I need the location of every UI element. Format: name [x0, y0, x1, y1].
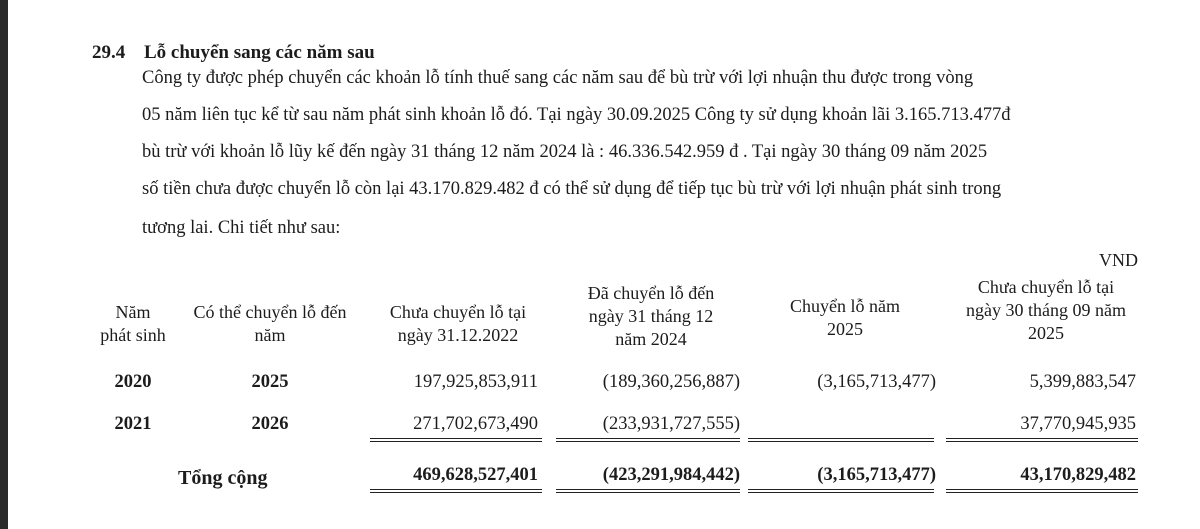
total-rule-used-2025 — [748, 492, 934, 493]
row-2020-remaining: 5,399,883,547 — [1029, 372, 1136, 392]
total-used-2024: (423,291,984,442) — [602, 465, 740, 485]
row-2021-used-2024: (233,931,727,555) — [602, 414, 740, 434]
row-2020-unused-2022: 197,925,853,911 — [413, 372, 538, 392]
rule-unused-2022 — [370, 438, 542, 439]
total-used-2025: (3,165,713,477) — [817, 465, 936, 485]
paragraph-line: Công ty được phép chuyển các khoản lỗ tính thuế sang các năm sau để bù trừ với lợi nhuận thu được trong vòng — [142, 68, 974, 88]
header-used-2025: Chuyển lỗ năm 2025 — [790, 296, 900, 339]
row-2020-used-2025: (3,165,713,477) — [817, 372, 936, 392]
section-title: Lỗ chuyển sang các năm sau — [144, 42, 375, 63]
currency-unit: VND — [1099, 250, 1138, 270]
rule-remaining — [946, 441, 1138, 442]
page-edge-shadow — [0, 0, 8, 529]
row-2021-year: 2021 — [114, 414, 152, 434]
header-year: Năm phát sinh — [100, 302, 166, 345]
row-2021-remaining: 37,770,945,935 — [1020, 414, 1136, 434]
total-rule-remaining — [946, 489, 1138, 490]
total-rule-unused-2022 — [370, 489, 542, 490]
row-2021-until: 2026 — [251, 414, 289, 434]
rule-used-2024 — [556, 438, 740, 439]
total-remaining: 43,170,829,482 — [1020, 465, 1136, 485]
total-rule-used-2024 — [556, 492, 740, 493]
header-remaining: Chưa chuyển lỗ tại ngày 30 tháng 09 năm 2025 — [966, 277, 1126, 343]
total-unused-2022: 469,628,527,401 — [413, 465, 538, 485]
paragraph-line: số tiền chưa được chuyển lỗ còn lại 43.170.829.482 đ có thể sử dụng để tiếp tục bù trừ với lợi nhuận phát sinh trong — [142, 179, 1002, 199]
section-number: 29.4 — [92, 42, 126, 63]
rule-used-2025 — [748, 438, 934, 439]
paragraph-line: 05 năm liên tục kể từ sau năm phát sinh khoản lỗ đó. Tại ngày 30.09.2025 Công ty sử dụng khoản lãi 3.165.713.477đ — [142, 105, 1011, 125]
total-rule-unused-2022 — [370, 492, 542, 493]
row-2021-unused-2022: 271,702,673,490 — [413, 414, 538, 434]
rule-remaining — [946, 438, 1138, 439]
total-rule-remaining — [946, 492, 1138, 493]
total-label: Tổng cộng — [178, 467, 268, 489]
rule-unused-2022 — [370, 441, 542, 442]
total-rule-used-2025 — [748, 489, 934, 490]
rule-used-2025 — [748, 441, 934, 442]
section-heading — [92, 42, 375, 64]
header-unused-2022: Chưa chuyển lỗ tại ngày 31.12.2022 — [389, 302, 527, 345]
row-2020-used-2024: (189,360,256,887) — [602, 372, 740, 392]
row-2020-year: 2020 — [114, 372, 152, 392]
paragraph-line: bù trừ với khoản lỗ lũy kế đến ngày 31 tháng 12 năm 2024 là : 46.336.542.959 đ . Tại ngày 30 tháng 09 năm 2025 — [142, 142, 988, 162]
header-used-2024: Đã chuyển lỗ đến ngày 31 tháng 12 năm 2024 — [587, 283, 715, 349]
rule-used-2024 — [556, 441, 740, 442]
row-2020-until: 2025 — [251, 372, 289, 392]
header-carry-until: Có thể chuyển lỗ đến năm — [193, 302, 347, 345]
total-rule-used-2024 — [556, 489, 740, 490]
paragraph-line: tương lai. Chi tiết như sau: — [142, 218, 341, 238]
